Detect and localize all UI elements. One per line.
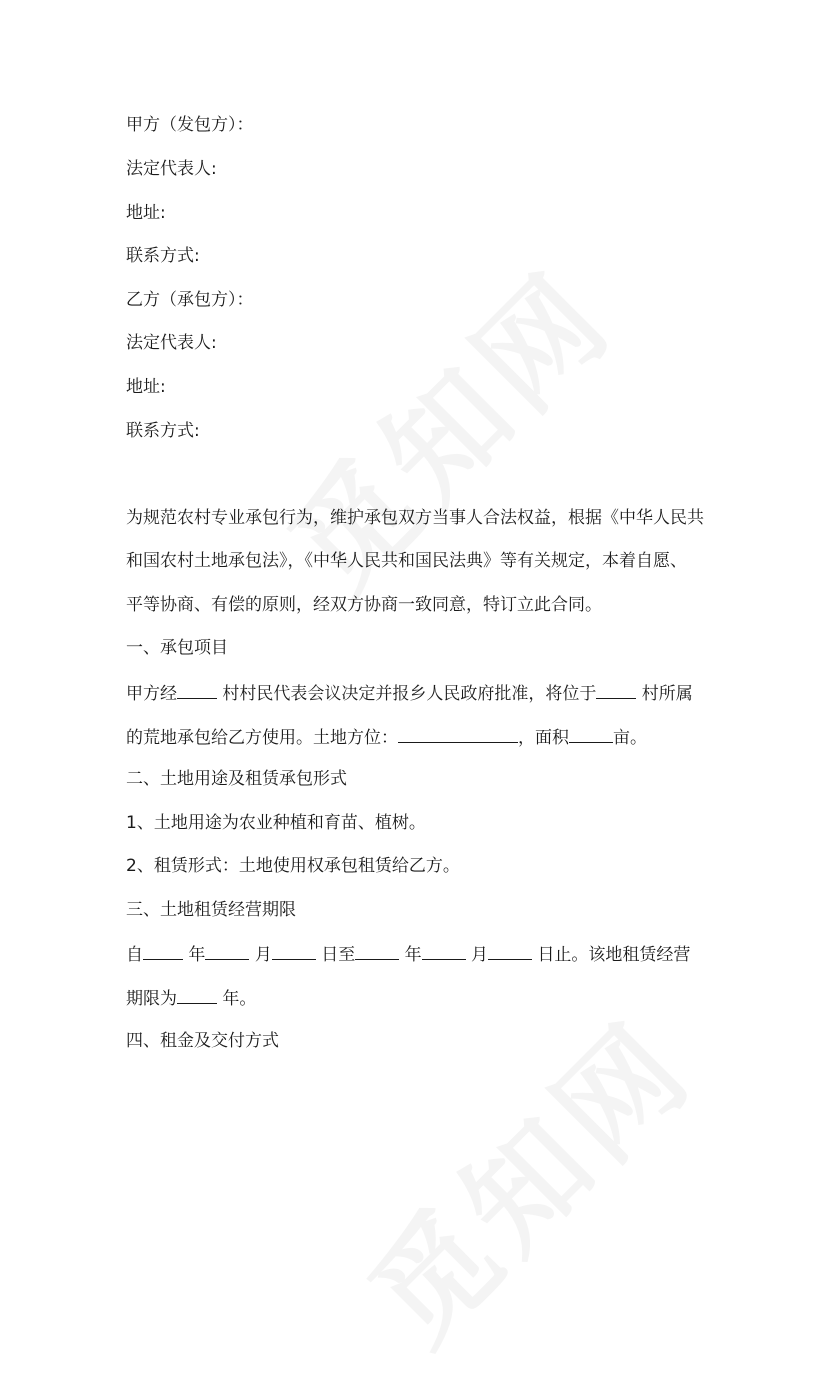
party-a-contact: 联系方式: [126,246,200,266]
blank-end-day [488,942,532,960]
party-b-address: 地址: [126,377,166,397]
section-2-heading: 二、土地用途及租赁承包形式 [126,769,347,789]
blank-end-month [422,942,466,960]
party-b-representative: 法定代表人: [126,333,217,353]
blank-area [569,725,613,743]
section-1-text-a: 甲方经 [126,684,177,704]
blank-village-1 [177,681,217,699]
section-1-text-f: 亩。 [613,728,647,748]
section-1-line-2 [126,725,647,749]
section-3-line-2 [126,986,256,1010]
term-year-label: 年 [188,945,206,965]
party-b-title: 乙方（承包方）： [126,290,254,310]
term-period-unit: 年。 [222,989,257,1009]
preamble-line-2: 和国农村土地承包法》，《中华人民共和国民法典》等有关规定，本着自愿、 [126,551,687,571]
term-from: 自 [126,945,143,965]
blank-end-year [355,942,399,960]
blank-village-2 [596,681,636,699]
term-day-to: 日至 [321,945,356,965]
blank-period-years [177,986,217,1004]
section-3-line-1 [126,942,690,966]
section-1-text-d: 的荒地承包给乙方使用。土地方位： [126,728,398,748]
term-end-year-label: 年 [404,945,422,965]
section-3-heading: 三、土地租赁经营期限 [126,900,296,920]
section-1-text-e: ，面积 [518,728,569,748]
term-end-text: 日止。该地租赁经营 [537,945,691,965]
party-a-address: 地址: [126,203,166,223]
blank-start-year [143,942,183,960]
term-month-label: 月 [254,945,272,965]
blank-start-month [205,942,249,960]
party-a-representative: 法定代表人: [126,159,217,179]
preamble-line-3: 平等协商、有偿的原则，经双方协商一致同意，特订立此合同。 [126,595,602,615]
section-2-item-2: 2、租赁形式：土地使用权承包租赁给乙方。 [126,856,460,876]
section-1-text-c: 村所属 [636,684,693,704]
blank-start-day [272,942,316,960]
blank-land-location [398,725,518,743]
party-b-contact: 联系方式: [126,421,200,441]
term-end-month-label: 月 [471,945,489,965]
term-period-label: 期限为 [126,989,177,1009]
section-4-heading: 四、租金及交付方式 [126,1031,279,1051]
watermark-bottom [326,977,723,1374]
preamble-line-1: 为规范农村专业承包行为，维护承包双方当事人合法权益，根据《中华人民共 [126,508,704,528]
party-a-title: 甲方（发包方）： [126,115,254,135]
section-1-line-1 [126,681,693,705]
section-1-heading: 一、承包项目 [126,638,228,658]
section-2-item-1: 1、土地用途为农业种植和育苗、植树。 [126,813,426,833]
section-1-text-b: 村村民代表会议决定并报乡人民政府批准，将位于 [217,684,597,704]
